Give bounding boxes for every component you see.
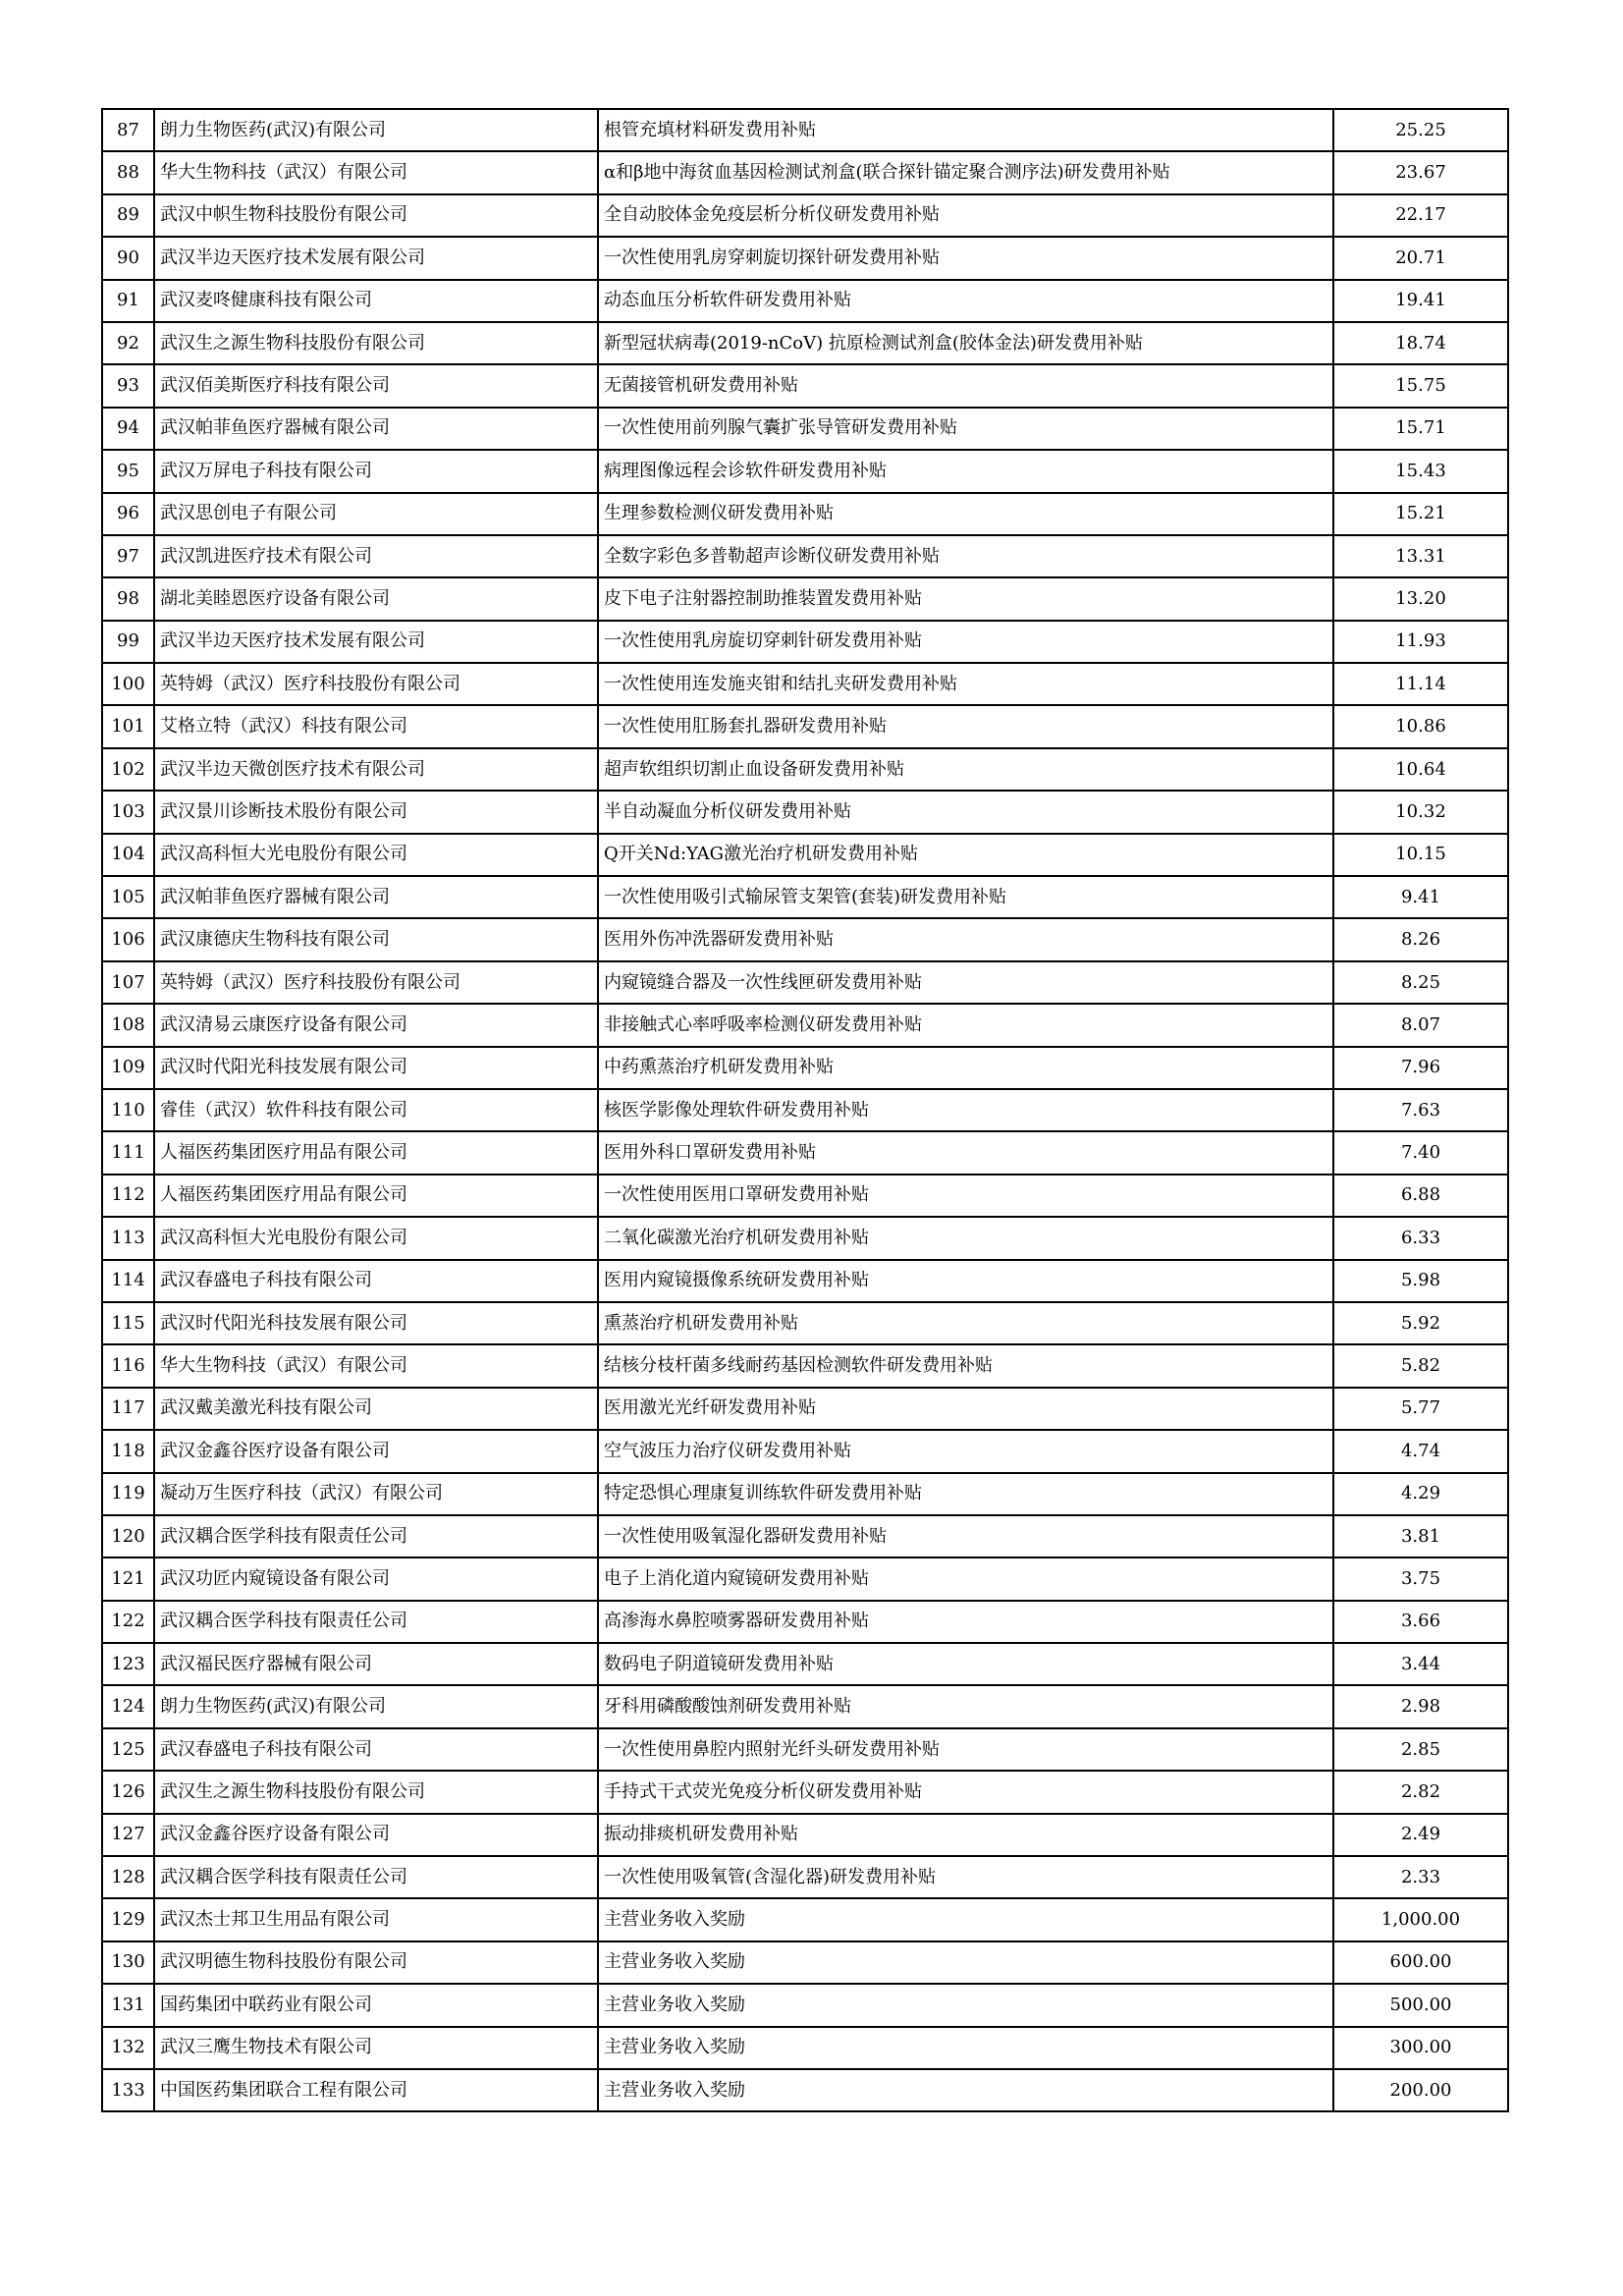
row-number-cell: 92 [102,322,154,364]
project-name-cell: 一次性使用医用口罩研发费用补贴 [598,1175,1333,1217]
project-name-cell: 一次性使用吸氧管(含湿化器)研发费用补贴 [598,1856,1333,1898]
project-name-cell: 核医学影像处理软件研发费用补贴 [598,1089,1333,1131]
table-row [102,834,1508,876]
company-name-cell: 武汉戴美激光科技有限公司 [154,1388,598,1430]
amount-cell: 3.81 [1333,1515,1508,1558]
row-number-cell: 104 [102,834,154,876]
amount-cell: 10.32 [1333,791,1508,833]
row-number-cell: 117 [102,1388,154,1430]
company-name-cell: 武汉杰士邦卫生用品有限公司 [154,1898,598,1941]
project-name-cell: 医用外科口罩研发费用补贴 [598,1131,1333,1174]
company-name-cell: 华大生物科技（武汉）有限公司 [154,1344,598,1387]
row-number-cell: 93 [102,364,154,407]
project-name-cell: 结核分枝杆菌多线耐药基因检测软件研发费用补贴 [598,1344,1333,1387]
project-name-cell: 新型冠状病毒(2019-nCoV) 抗原检测试剂盒(胶体金法)研发费用补贴 [598,322,1333,364]
table-row [102,1302,1508,1344]
amount-cell: 7.63 [1333,1089,1508,1131]
company-name-cell: 武汉功匠内窥镜设备有限公司 [154,1558,598,1600]
project-name-cell: 一次性使用吸引式输尿管支架管(套装)研发费用补贴 [598,876,1333,918]
row-number-cell: 133 [102,2069,154,2111]
amount-cell: 15.43 [1333,450,1508,492]
project-name-cell: 主营业务收入奖励 [598,1941,1333,1984]
subsidy-table [101,108,1509,2112]
amount-cell: 2.82 [1333,1771,1508,1813]
amount-cell: 23.67 [1333,151,1508,193]
project-name-cell: 无菌接管机研发费用补贴 [598,364,1333,407]
project-name-cell: 牙科用磷酸酸蚀剂研发费用补贴 [598,1685,1333,1727]
amount-cell: 11.93 [1333,621,1508,663]
company-name-cell: 武汉佰美斯医疗科技有限公司 [154,364,598,407]
table-row [102,408,1508,450]
company-name-cell: 国药集团中联药业有限公司 [154,1984,598,2026]
project-name-cell: 二氧化碳激光治疗机研发费用补贴 [598,1217,1333,1259]
table-row [102,961,1508,1004]
row-number-cell: 118 [102,1430,154,1472]
project-name-cell: 主营业务收入奖励 [598,1898,1333,1941]
amount-cell: 5.77 [1333,1388,1508,1430]
table-row [102,1388,1508,1430]
row-number-cell: 132 [102,2027,154,2069]
table-row [102,1941,1508,1984]
amount-cell: 15.71 [1333,408,1508,450]
amount-cell: 8.07 [1333,1004,1508,1046]
row-number-cell: 106 [102,918,154,960]
amount-cell: 5.92 [1333,1302,1508,1344]
row-number-cell: 109 [102,1047,154,1089]
company-name-cell: 武汉生之源生物科技股份有限公司 [154,1771,598,1813]
table-row [102,1814,1508,1856]
amount-cell: 13.31 [1333,535,1508,577]
table-row [102,535,1508,577]
amount-cell: 4.74 [1333,1430,1508,1472]
company-name-cell: 武汉时代阳光科技发展有限公司 [154,1047,598,1089]
amount-cell: 2.85 [1333,1728,1508,1771]
company-name-cell: 武汉金鑫谷医疗设备有限公司 [154,1430,598,1472]
company-name-cell: 朗力生物医药(武汉)有限公司 [154,1685,598,1727]
company-name-cell: 武汉福民医疗器械有限公司 [154,1643,598,1685]
company-name-cell: 武汉明德生物科技股份有限公司 [154,1941,598,1984]
table-row [102,748,1508,791]
project-name-cell: 一次性使用吸氧湿化器研发费用补贴 [598,1515,1333,1558]
table-row [102,194,1508,237]
amount-cell: 15.75 [1333,364,1508,407]
company-name-cell: 武汉时代阳光科技发展有限公司 [154,1302,598,1344]
row-number-cell: 112 [102,1175,154,1217]
row-number-cell: 126 [102,1771,154,1813]
row-number-cell: 101 [102,705,154,747]
table-row [102,1473,1508,1515]
row-number-cell: 105 [102,876,154,918]
table-row [102,705,1508,747]
company-name-cell: 人福医药集团医疗用品有限公司 [154,1131,598,1174]
company-name-cell: 武汉半边天微创医疗技术有限公司 [154,748,598,791]
amount-cell: 2.98 [1333,1685,1508,1727]
table-row [102,1260,1508,1302]
row-number-cell: 129 [102,1898,154,1941]
company-name-cell: 武汉万屏电子科技有限公司 [154,450,598,492]
table-row [102,280,1508,322]
row-number-cell: 90 [102,237,154,279]
table-row [102,1771,1508,1813]
table-row [102,1601,1508,1643]
row-number-cell: 131 [102,1984,154,2026]
table-row [102,2069,1508,2111]
row-number-cell: 110 [102,1089,154,1131]
row-number-cell: 94 [102,408,154,450]
row-number-cell: 111 [102,1131,154,1174]
row-number-cell: 119 [102,1473,154,1515]
company-name-cell: 武汉帕菲鱼医疗器械有限公司 [154,876,598,918]
row-number-cell: 124 [102,1685,154,1727]
row-number-cell: 114 [102,1260,154,1302]
company-name-cell: 睿佳（武汉）软件科技有限公司 [154,1089,598,1131]
project-name-cell: 空气波压力治疗仪研发费用补贴 [598,1430,1333,1472]
row-number-cell: 103 [102,791,154,833]
company-name-cell: 武汉春盛电子科技有限公司 [154,1728,598,1771]
row-number-cell: 107 [102,961,154,1004]
amount-cell: 18.74 [1333,322,1508,364]
company-name-cell: 武汉高科恒大光电股份有限公司 [154,834,598,876]
row-number-cell: 115 [102,1302,154,1344]
row-number-cell: 122 [102,1601,154,1643]
project-name-cell: 数码电子阴道镜研发费用补贴 [598,1643,1333,1685]
amount-cell: 1,000.00 [1333,1898,1508,1941]
amount-cell: 3.44 [1333,1643,1508,1685]
table-row [102,1515,1508,1558]
amount-cell: 9.41 [1333,876,1508,918]
table-row [102,1558,1508,1600]
row-number-cell: 87 [102,109,154,151]
table-row [102,621,1508,663]
company-name-cell: 朗力生物医药(武汉)有限公司 [154,109,598,151]
table-row [102,918,1508,960]
table-body [102,109,1508,2111]
amount-cell: 5.82 [1333,1344,1508,1387]
project-name-cell: 超声软组织切割止血设备研发费用补贴 [598,748,1333,791]
row-number-cell: 123 [102,1643,154,1685]
company-name-cell: 凝动万生医疗科技（武汉）有限公司 [154,1473,598,1515]
company-name-cell: 湖北美睦恩医疗设备有限公司 [154,577,598,620]
amount-cell: 2.33 [1333,1856,1508,1898]
project-name-cell: 手持式干式荧光免疫分析仪研发费用补贴 [598,1771,1333,1813]
table-row [102,663,1508,705]
table-row [102,1984,1508,2026]
project-name-cell: 一次性使用连发施夹钳和结扎夹研发费用补贴 [598,663,1333,705]
table-row [102,1217,1508,1259]
amount-cell: 8.26 [1333,918,1508,960]
company-name-cell: 武汉思创电子有限公司 [154,493,598,535]
row-number-cell: 121 [102,1558,154,1600]
project-name-cell: 主营业务收入奖励 [598,1984,1333,2026]
row-number-cell: 108 [102,1004,154,1046]
project-name-cell: 皮下电子注射器控制助推装置发费用补贴 [598,577,1333,620]
company-name-cell: 艾格立特（武汉）科技有限公司 [154,705,598,747]
project-name-cell: 医用激光光纤研发费用补贴 [598,1388,1333,1430]
company-name-cell: 武汉清易云康医疗设备有限公司 [154,1004,598,1046]
row-number-cell: 98 [102,577,154,620]
company-name-cell: 中国医药集团联合工程有限公司 [154,2069,598,2111]
project-name-cell: 病理图像远程会诊软件研发费用补贴 [598,450,1333,492]
table-row [102,1856,1508,1898]
table-row [102,1047,1508,1089]
company-name-cell: 人福医药集团医疗用品有限公司 [154,1175,598,1217]
company-name-cell: 武汉春盛电子科技有限公司 [154,1260,598,1302]
row-number-cell: 116 [102,1344,154,1387]
amount-cell: 13.20 [1333,577,1508,620]
company-name-cell: 武汉中帜生物科技股份有限公司 [154,194,598,237]
company-name-cell: 英特姆（武汉）医疗科技股份有限公司 [154,961,598,1004]
project-name-cell: 半自动凝血分析仪研发费用补贴 [598,791,1333,833]
row-number-cell: 113 [102,1217,154,1259]
amount-cell: 10.15 [1333,834,1508,876]
table-row [102,364,1508,407]
amount-cell: 10.64 [1333,748,1508,791]
table-row [102,791,1508,833]
project-name-cell: 一次性使用前列腺气囊扩张导管研发费用补贴 [598,408,1333,450]
amount-cell: 300.00 [1333,2027,1508,2069]
table-row [102,1089,1508,1131]
amount-cell: 6.88 [1333,1175,1508,1217]
row-number-cell: 88 [102,151,154,193]
row-number-cell: 95 [102,450,154,492]
amount-cell: 15.21 [1333,493,1508,535]
project-name-cell: 高渗海水鼻腔喷雾器研发费用补贴 [598,1601,1333,1643]
amount-cell: 3.66 [1333,1601,1508,1643]
amount-cell: 11.14 [1333,663,1508,705]
project-name-cell: Q开关Nd:YAG激光治疗机研发费用补贴 [598,834,1333,876]
amount-cell: 5.98 [1333,1260,1508,1302]
project-name-cell: 振动排痰机研发费用补贴 [598,1814,1333,1856]
row-number-cell: 96 [102,493,154,535]
project-name-cell: 特定恐惧心理康复训练软件研发费用补贴 [598,1473,1333,1515]
table-row [102,1430,1508,1472]
project-name-cell: 非接触式心率呼吸率检测仪研发费用补贴 [598,1004,1333,1046]
table-row [102,151,1508,193]
amount-cell: 4.29 [1333,1473,1508,1515]
amount-cell: 19.41 [1333,280,1508,322]
row-number-cell: 130 [102,1941,154,1984]
company-name-cell: 武汉耦合医学科技有限责任公司 [154,1856,598,1898]
project-name-cell: 全自动胶体金免疫层析分析仪研发费用补贴 [598,194,1333,237]
company-name-cell: 武汉凯进医疗技术有限公司 [154,535,598,577]
amount-cell: 25.25 [1333,109,1508,151]
table-row [102,1685,1508,1727]
company-name-cell: 武汉生之源生物科技股份有限公司 [154,322,598,364]
row-number-cell: 128 [102,1856,154,1898]
company-name-cell: 武汉三鹰生物技术有限公司 [154,2027,598,2069]
amount-cell: 20.71 [1333,237,1508,279]
row-number-cell: 89 [102,194,154,237]
company-name-cell: 武汉金鑫谷医疗设备有限公司 [154,1814,598,1856]
table-row [102,2027,1508,2069]
amount-cell: 600.00 [1333,1941,1508,1984]
company-name-cell: 武汉景川诊断技术股份有限公司 [154,791,598,833]
amount-cell: 10.86 [1333,705,1508,747]
project-name-cell: 一次性使用乳房穿刺旋切探针研发费用补贴 [598,237,1333,279]
amount-cell: 3.75 [1333,1558,1508,1600]
row-number-cell: 97 [102,535,154,577]
company-name-cell: 武汉高科恒大光电股份有限公司 [154,1217,598,1259]
table-row [102,1175,1508,1217]
project-name-cell: 医用内窥镜摄像系统研发费用补贴 [598,1260,1333,1302]
table-row [102,1643,1508,1685]
project-name-cell: 主营业务收入奖励 [598,2069,1333,2111]
project-name-cell: 主营业务收入奖励 [598,2027,1333,2069]
project-name-cell: 熏蒸治疗机研发费用补贴 [598,1302,1333,1344]
company-name-cell: 英特姆（武汉）医疗科技股份有限公司 [154,663,598,705]
company-name-cell: 武汉康德庆生物科技有限公司 [154,918,598,960]
amount-cell: 7.40 [1333,1131,1508,1174]
row-number-cell: 100 [102,663,154,705]
project-name-cell: 一次性使用鼻腔内照射光纤头研发费用补贴 [598,1728,1333,1771]
table-row [102,450,1508,492]
row-number-cell: 125 [102,1728,154,1771]
table-row [102,109,1508,151]
amount-cell: 8.25 [1333,961,1508,1004]
company-name-cell: 武汉耦合医学科技有限责任公司 [154,1515,598,1558]
company-name-cell: 武汉帕菲鱼医疗器械有限公司 [154,408,598,450]
table-row [102,1131,1508,1174]
project-name-cell: 医用外伤冲洗器研发费用补贴 [598,918,1333,960]
table-row [102,1898,1508,1941]
project-name-cell: 内窥镜缝合器及一次性线匣研发费用补贴 [598,961,1333,1004]
project-name-cell: 一次性使用乳房旋切穿刺针研发费用补贴 [598,621,1333,663]
company-name-cell: 武汉麦咚健康科技有限公司 [154,280,598,322]
project-name-cell: α和β地中海贫血基因检测试剂盒(联合探针锚定聚合测序法)研发费用补贴 [598,151,1333,193]
table-row [102,876,1508,918]
amount-cell: 500.00 [1333,1984,1508,2026]
company-name-cell: 武汉半边天医疗技术发展有限公司 [154,237,598,279]
company-name-cell: 武汉耦合医学科技有限责任公司 [154,1601,598,1643]
row-number-cell: 120 [102,1515,154,1558]
project-name-cell: 电子上消化道内窥镜研发费用补贴 [598,1558,1333,1600]
amount-cell: 7.96 [1333,1047,1508,1089]
amount-cell: 200.00 [1333,2069,1508,2111]
table-row [102,493,1508,535]
amount-cell: 2.49 [1333,1814,1508,1856]
table-row [102,237,1508,279]
row-number-cell: 91 [102,280,154,322]
row-number-cell: 99 [102,621,154,663]
project-name-cell: 动态血压分析软件研发费用补贴 [598,280,1333,322]
project-name-cell: 全数字彩色多普勒超声诊断仪研发费用补贴 [598,535,1333,577]
table-row [102,1344,1508,1387]
project-name-cell: 根管充填材料研发费用补贴 [598,109,1333,151]
table-row [102,322,1508,364]
row-number-cell: 127 [102,1814,154,1856]
project-name-cell: 中药熏蒸治疗机研发费用补贴 [598,1047,1333,1089]
amount-cell: 22.17 [1333,194,1508,237]
project-name-cell: 生理参数检测仪研发费用补贴 [598,493,1333,535]
row-number-cell: 102 [102,748,154,791]
table-row [102,577,1508,620]
company-name-cell: 武汉半边天医疗技术发展有限公司 [154,621,598,663]
project-name-cell: 一次性使用肛肠套扎器研发费用补贴 [598,705,1333,747]
table-row [102,1728,1508,1771]
table-row [102,1004,1508,1046]
company-name-cell: 华大生物科技（武汉）有限公司 [154,151,598,193]
amount-cell: 6.33 [1333,1217,1508,1259]
